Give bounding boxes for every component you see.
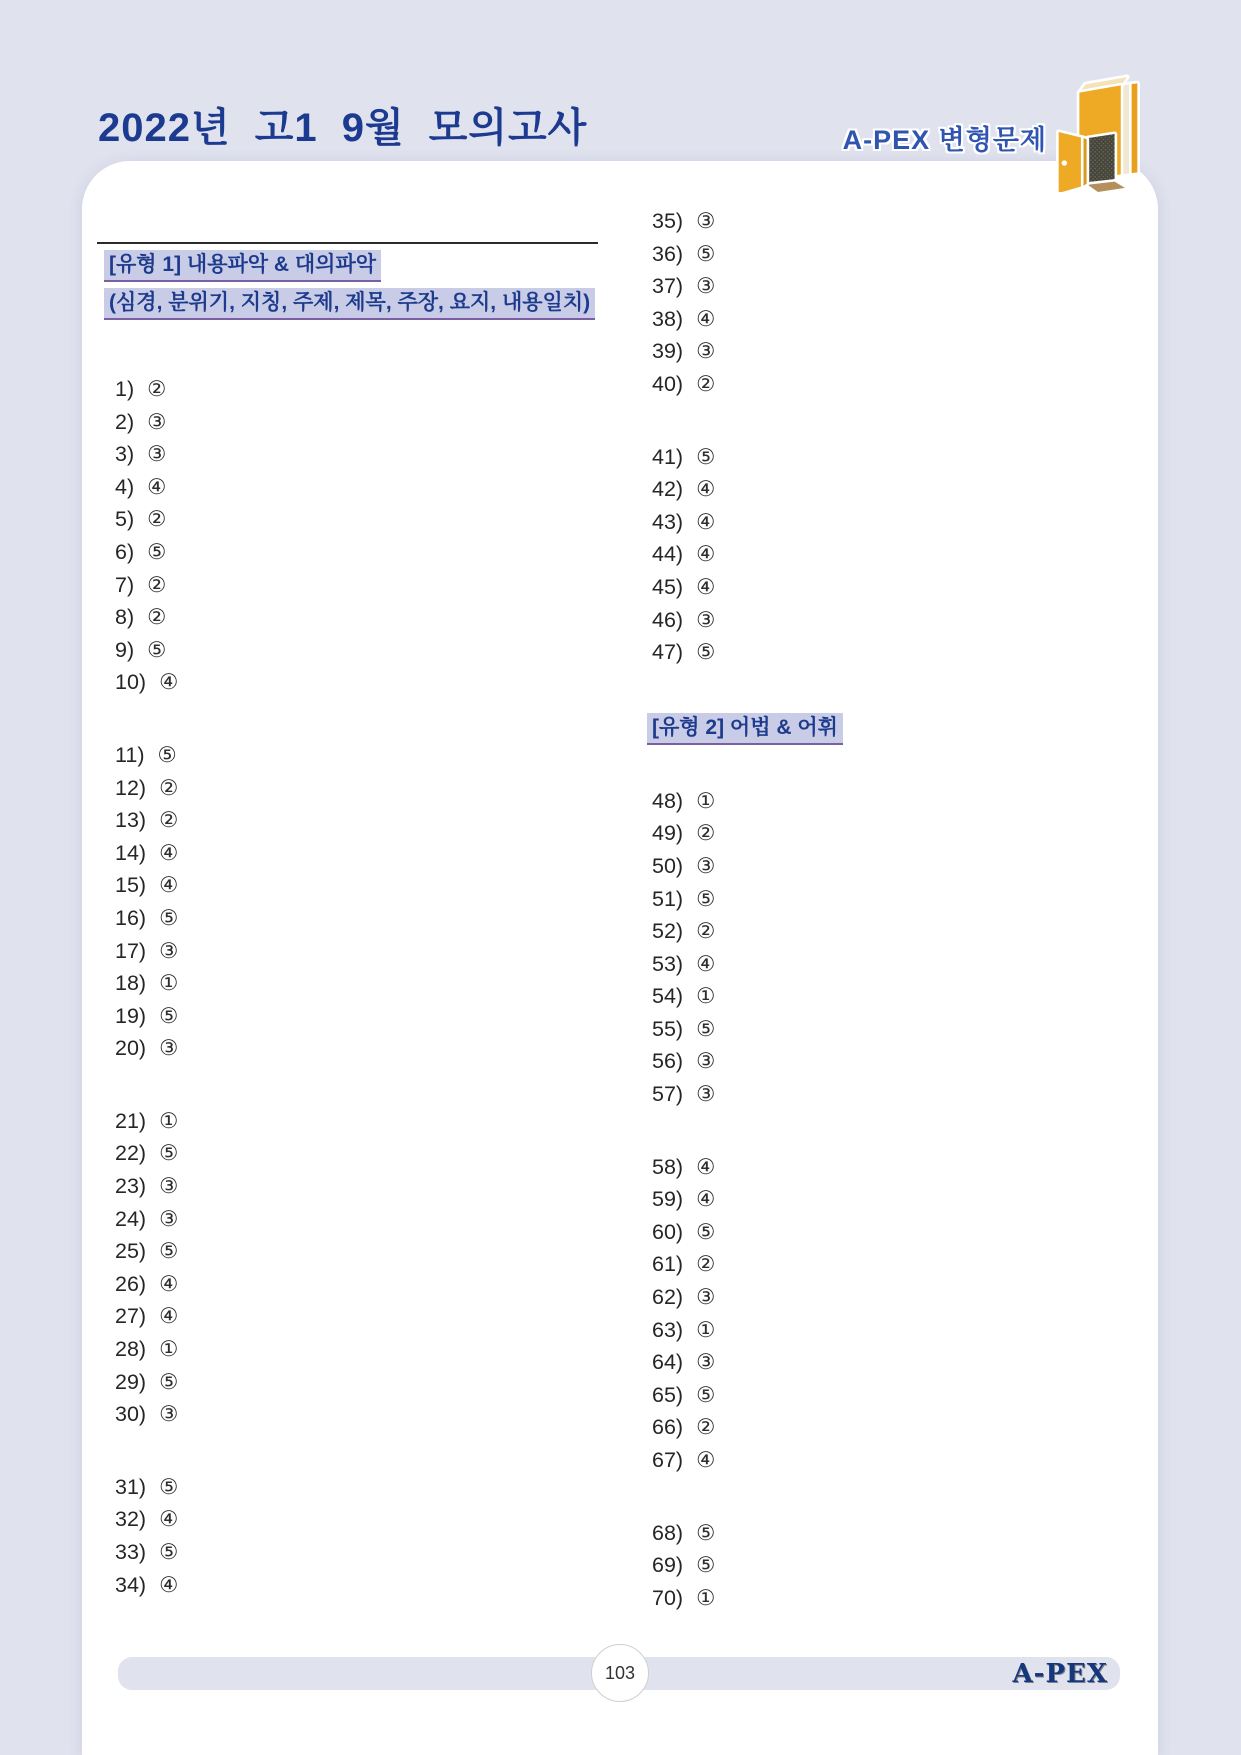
brand-logo-text: A-PEX 변형문제 xyxy=(842,125,1047,155)
answer-choice: ② xyxy=(696,1252,716,1277)
answer-row xyxy=(115,1235,178,1268)
question-number: 21) xyxy=(115,1108,147,1133)
question-number: 46) xyxy=(652,607,684,632)
answer-row xyxy=(652,571,843,604)
answer-row xyxy=(652,473,843,506)
answer-row xyxy=(115,1137,178,1170)
answer-row xyxy=(115,1471,178,1504)
answer-choice: ⑤ xyxy=(696,444,716,469)
answer-row xyxy=(652,303,843,336)
section1-header xyxy=(104,250,381,282)
answer-choice: ① xyxy=(159,1337,179,1362)
answer-choice: ⑤ xyxy=(696,1553,716,1578)
question-number: 32) xyxy=(115,1507,147,1532)
answer-row xyxy=(652,980,843,1013)
answer-choice: ③ xyxy=(696,339,716,364)
question-number: 49) xyxy=(652,821,684,846)
answer-row xyxy=(652,948,843,981)
answer-choice: ③ xyxy=(696,607,716,632)
question-number: 3) xyxy=(115,442,135,467)
question-number: 61) xyxy=(652,1252,684,1277)
question-number: 68) xyxy=(652,1520,684,1545)
answer-row xyxy=(115,1000,178,1033)
answers-column-left xyxy=(115,373,178,1601)
question-number: 42) xyxy=(652,477,684,502)
question-number: 25) xyxy=(115,1239,147,1264)
answer-choice: ④ xyxy=(696,951,716,976)
question-number: 70) xyxy=(652,1585,684,1610)
answer-choice: ③ xyxy=(696,853,716,878)
question-number: 12) xyxy=(115,775,147,800)
answer-choice: ⑤ xyxy=(696,241,716,266)
question-number: 6) xyxy=(115,539,135,564)
answer-row xyxy=(115,634,178,667)
answer-choice: ④ xyxy=(159,840,179,865)
answer-choice: ④ xyxy=(696,574,716,599)
answer-choice: ② xyxy=(147,572,167,597)
answer-choice: ④ xyxy=(696,542,716,567)
answer-choice: ⑤ xyxy=(159,1369,179,1394)
question-number: 47) xyxy=(652,640,684,665)
answer-row xyxy=(115,536,178,569)
question-number: 33) xyxy=(115,1540,147,1564)
question-number: 14) xyxy=(115,840,147,865)
answer-row xyxy=(652,1411,843,1444)
answer-row xyxy=(652,1078,843,1111)
question-number: 27) xyxy=(115,1304,147,1329)
answer-group xyxy=(115,1471,178,1601)
answer-choice: ② xyxy=(159,808,179,833)
question-number: 5) xyxy=(115,507,135,532)
answer-row xyxy=(115,804,178,837)
answer-choice: ② xyxy=(147,605,167,630)
answer-row xyxy=(652,785,843,818)
section1-title: [유형 1] 내용파악 & 대의파악 xyxy=(104,250,381,282)
answer-choice: ④ xyxy=(159,1271,179,1296)
question-number: 39) xyxy=(652,339,684,364)
answer-row xyxy=(652,636,843,669)
answer-choice: ④ xyxy=(159,873,179,898)
section2-title: [유형 2] 어법 & 어휘 xyxy=(647,713,843,745)
question-number: 44) xyxy=(652,542,684,567)
question-number: 56) xyxy=(652,1049,684,1074)
answer-row xyxy=(115,1300,178,1333)
answer-choice: ③ xyxy=(159,1036,179,1061)
answer-row xyxy=(652,238,843,271)
door-knob xyxy=(1062,160,1067,165)
answer-choice: ③ xyxy=(696,274,716,299)
answer-row xyxy=(115,1398,178,1431)
answer-row xyxy=(115,373,178,406)
answer-row xyxy=(652,604,843,637)
answer-row xyxy=(652,850,843,883)
answers-right-upper xyxy=(652,205,843,669)
section2-header xyxy=(647,713,843,745)
answer-choice: ④ xyxy=(696,509,716,534)
answer-row xyxy=(652,1151,843,1184)
answer-group xyxy=(115,373,178,699)
answer-choice: ② xyxy=(696,371,716,396)
page-number-badge xyxy=(591,1644,649,1702)
question-number: 59) xyxy=(652,1187,684,1212)
answer-row xyxy=(115,837,178,870)
question-number: 13) xyxy=(115,808,147,833)
question-number: 50) xyxy=(652,853,684,878)
answer-row xyxy=(652,1517,843,1550)
answer-row xyxy=(115,902,178,935)
answer-row xyxy=(652,1314,843,1347)
answer-row xyxy=(115,1203,178,1236)
answer-row xyxy=(115,1268,178,1301)
question-number: 62) xyxy=(652,1285,684,1310)
question-number: 40) xyxy=(652,371,684,396)
answer-row xyxy=(115,1503,178,1536)
answer-row xyxy=(652,1549,843,1582)
answer-group xyxy=(652,1151,843,1477)
question-number: 34) xyxy=(115,1572,147,1597)
answer-row xyxy=(652,270,843,303)
answer-choice: ⑤ xyxy=(696,1219,716,1244)
answers-column-right xyxy=(652,205,843,1614)
question-number: 48) xyxy=(652,788,684,813)
answer-row xyxy=(115,438,178,471)
question-number: 9) xyxy=(115,637,135,662)
question-number: 15) xyxy=(115,873,147,898)
answer-row xyxy=(652,883,843,916)
answer-choice: ④ xyxy=(159,1572,179,1597)
answer-choice: ④ xyxy=(696,306,716,331)
answer-choice: ③ xyxy=(696,1285,716,1310)
answer-choice: ① xyxy=(159,971,179,996)
question-number: 17) xyxy=(115,938,147,963)
answer-choice: ③ xyxy=(696,209,716,233)
section1-subheader xyxy=(104,288,595,320)
page-number: 103 xyxy=(604,1662,636,1683)
answer-choice: ④ xyxy=(696,1187,716,1212)
question-number: 20) xyxy=(115,1036,147,1061)
answer-row xyxy=(115,1366,178,1399)
answer-row xyxy=(652,1281,843,1314)
answer-row xyxy=(115,1569,178,1602)
answer-row xyxy=(652,506,843,539)
footer-bar xyxy=(118,1657,1120,1690)
answer-choice: ② xyxy=(147,377,167,401)
answer-row xyxy=(652,1045,843,1078)
question-number: 63) xyxy=(652,1317,684,1342)
answer-row xyxy=(652,817,843,850)
content-card xyxy=(82,161,1158,1755)
doorway-floor xyxy=(1088,182,1125,192)
doorway-opening xyxy=(1088,134,1115,185)
open-door-book-icon xyxy=(1050,74,1146,192)
answer-choice: ④ xyxy=(696,1448,716,1472)
question-number: 38) xyxy=(652,306,684,331)
answer-row xyxy=(115,1105,178,1138)
question-number: 43) xyxy=(652,509,684,534)
answer-row xyxy=(115,601,178,634)
answer-row xyxy=(115,967,178,1000)
answer-choice: ② xyxy=(159,775,179,800)
answer-choice: ⑤ xyxy=(147,637,167,662)
question-number: 31) xyxy=(115,1474,147,1499)
question-number: 8) xyxy=(115,605,135,630)
question-number: 29) xyxy=(115,1369,147,1394)
answer-choice: ④ xyxy=(159,1304,179,1329)
answer-choice: ① xyxy=(696,1317,716,1342)
answer-row xyxy=(652,335,843,368)
question-number: 28) xyxy=(115,1337,147,1362)
answer-row xyxy=(652,1248,843,1281)
question-number: 7) xyxy=(115,572,135,597)
answer-choice: ⑤ xyxy=(159,905,179,930)
answer-choice: ③ xyxy=(696,1082,716,1107)
question-number: 41) xyxy=(652,444,684,469)
answers-right-lower xyxy=(652,785,843,1615)
question-number: 23) xyxy=(115,1174,147,1199)
question-number: 22) xyxy=(115,1141,147,1166)
door-edge-shade xyxy=(1084,138,1087,186)
answer-row xyxy=(652,1013,843,1046)
answer-row xyxy=(652,205,843,238)
answer-choice: ① xyxy=(159,1108,179,1133)
answer-choice: ⑤ xyxy=(696,1382,716,1407)
question-number: 11) xyxy=(115,742,145,767)
answer-choice: ④ xyxy=(147,474,167,499)
question-number: 52) xyxy=(652,919,684,944)
answer-choice: ⑤ xyxy=(157,742,177,767)
question-number: 2) xyxy=(115,409,135,434)
question-number: 55) xyxy=(652,1016,684,1041)
answer-group xyxy=(652,785,843,1111)
question-number: 51) xyxy=(652,886,684,911)
answer-choice: ② xyxy=(696,821,716,846)
answer-choice: ③ xyxy=(159,1402,179,1427)
question-number: 16) xyxy=(115,905,147,930)
answer-row xyxy=(652,1183,843,1216)
answer-choice: ④ xyxy=(159,1507,179,1532)
answer-choice: ③ xyxy=(147,409,167,434)
question-number: 58) xyxy=(652,1154,684,1179)
answer-row xyxy=(115,471,178,504)
question-number: 26) xyxy=(115,1271,147,1296)
answer-row xyxy=(652,368,843,401)
answer-choice: ⑤ xyxy=(696,1016,716,1041)
answer-choice: ③ xyxy=(159,1206,179,1231)
question-number: 45) xyxy=(652,574,684,599)
question-number: 18) xyxy=(115,971,147,996)
answer-choice: ③ xyxy=(159,938,179,963)
answer-row xyxy=(115,1536,178,1569)
answer-row xyxy=(115,569,178,602)
question-number: 1) xyxy=(115,377,135,401)
answer-row xyxy=(652,441,843,474)
answer-choice: ③ xyxy=(159,1174,179,1199)
answer-choice: ⑤ xyxy=(147,539,167,564)
answer-group xyxy=(652,1517,843,1615)
answer-choice: ② xyxy=(147,507,167,532)
answer-choice: ⑤ xyxy=(696,640,716,665)
answer-choice: ① xyxy=(696,984,716,1009)
answer-group xyxy=(115,739,178,1065)
answer-choice: ⑤ xyxy=(159,1540,179,1564)
answer-choice: ④ xyxy=(696,1154,716,1179)
question-number: 4) xyxy=(115,474,135,499)
question-number: 64) xyxy=(652,1350,684,1375)
answer-row xyxy=(652,1444,843,1477)
answer-group xyxy=(115,1105,178,1431)
answer-choice: ⑤ xyxy=(159,1141,179,1166)
answer-choice: ③ xyxy=(147,442,167,467)
question-number: 24) xyxy=(115,1206,147,1231)
answer-row xyxy=(652,538,843,571)
answer-row xyxy=(115,406,178,439)
answer-row xyxy=(652,1379,843,1412)
answer-row xyxy=(652,1216,843,1249)
question-number: 35) xyxy=(652,209,684,233)
answer-row xyxy=(115,1170,178,1203)
question-number: 57) xyxy=(652,1082,684,1107)
answer-choice: ⑤ xyxy=(696,1520,716,1545)
answer-row xyxy=(115,739,178,772)
answer-row xyxy=(115,1333,178,1366)
question-number: 10) xyxy=(115,670,147,695)
answer-choice: ① xyxy=(696,788,716,813)
page-title: 2022년 고1 9월 모의고사 xyxy=(98,106,588,150)
question-number: 60) xyxy=(652,1219,684,1244)
answer-row xyxy=(115,935,178,968)
answer-choice: ② xyxy=(696,1415,716,1440)
question-number: 30) xyxy=(115,1402,147,1427)
answer-group xyxy=(652,441,843,669)
footer-brand-logo: A-PEX xyxy=(1012,1658,1108,1689)
answer-row xyxy=(652,915,843,948)
question-number: 69) xyxy=(652,1553,684,1578)
answer-choice: ⑤ xyxy=(159,1003,179,1028)
answer-choice: ⑤ xyxy=(159,1474,179,1499)
question-number: 67) xyxy=(652,1448,684,1472)
answer-row xyxy=(115,869,178,902)
answer-row xyxy=(115,1032,178,1065)
question-number: 36) xyxy=(652,241,684,266)
answer-row xyxy=(115,772,178,805)
answer-choice: ② xyxy=(696,919,716,944)
answer-row xyxy=(652,1582,843,1615)
answer-row xyxy=(115,503,178,536)
section-divider-line xyxy=(97,242,598,244)
question-number: 37) xyxy=(652,274,684,299)
answer-row xyxy=(652,1346,843,1379)
answer-choice: ⑤ xyxy=(159,1239,179,1264)
answer-choice: ④ xyxy=(696,477,716,502)
answer-choice: ① xyxy=(696,1585,716,1610)
question-number: 54) xyxy=(652,984,684,1009)
answer-choice: ③ xyxy=(696,1049,716,1074)
answer-choice: ④ xyxy=(159,670,179,695)
answer-row xyxy=(115,666,178,699)
question-number: 53) xyxy=(652,951,684,976)
answer-choice: ⑤ xyxy=(696,886,716,911)
question-number: 66) xyxy=(652,1415,684,1440)
question-number: 19) xyxy=(115,1003,147,1028)
answer-choice: ③ xyxy=(696,1350,716,1375)
answer-group xyxy=(652,205,843,401)
question-number: 65) xyxy=(652,1382,684,1407)
section1-subtitle: (심경, 분위기, 지칭, 주제, 제목, 주장, 요지, 내용일치) xyxy=(104,288,595,320)
